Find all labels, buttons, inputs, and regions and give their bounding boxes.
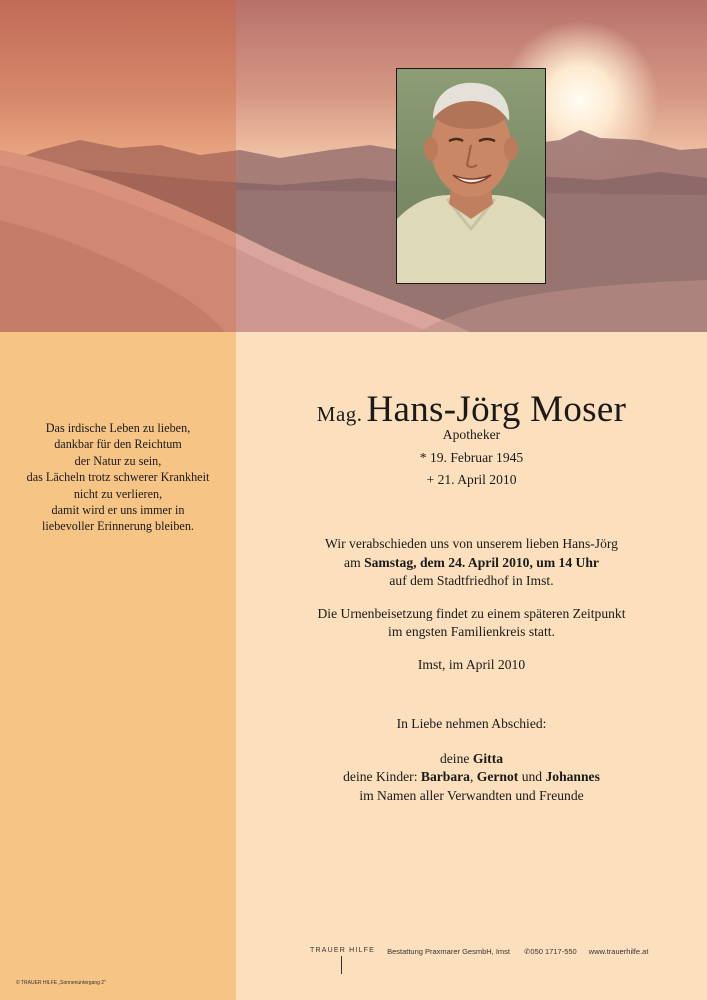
- farewell-line: Wir verabschieden uns von unserem lieben Hans-Jörg: [325, 536, 618, 551]
- children-prefix: deine Kinder:: [343, 769, 421, 784]
- child-name: Barbara: [420, 769, 470, 784]
- portrait-figure: [397, 69, 545, 283]
- deceased-name: Hans-Jörg Moser: [366, 389, 627, 430]
- website-link[interactable]: www.trauerhilfe.at: [588, 946, 649, 956]
- ceremony-prefix: am: [344, 554, 365, 570]
- quote-line: der Natur zu sein,: [74, 453, 162, 468]
- birth-date: * 19. Februar 1945: [419, 449, 524, 465]
- academic-title: Mag.: [316, 402, 363, 426]
- children-line: [236, 768, 707, 787]
- deceased-name-line: [236, 388, 707, 431]
- portrait-photo: [396, 68, 546, 284]
- quote-line: das Lächeln trotz schwerer Krankheit: [26, 470, 210, 485]
- farewell-text: [236, 535, 707, 674]
- mourners-section: [236, 715, 707, 805]
- quote-line: damit wird er uns immer in: [51, 503, 185, 518]
- child-name: Gernot: [476, 769, 519, 784]
- urn-burial-line: Die Urnenbeisetzung findet zu einem späteren Zeitpunkt: [317, 605, 626, 621]
- child-name: Johannes: [545, 769, 600, 784]
- ceremony-date-line: [236, 554, 707, 573]
- copyright-notice: © TRAUER HILFE „Sonnenuntergang 2": [16, 980, 106, 986]
- place-date: Imst, im April 2010: [417, 656, 526, 672]
- wife-line: [236, 750, 707, 769]
- wife-name: Gitta: [472, 750, 504, 766]
- header-landscape-photo: [0, 0, 707, 332]
- urn-burial-line-2: im engsten Familienkreis statt.: [388, 624, 555, 639]
- separator: und: [518, 769, 546, 784]
- quote-line: liebevoller Erinnerung bleiben.: [42, 519, 194, 534]
- wife-prefix: deine: [439, 750, 473, 766]
- separator: ,: [469, 769, 477, 784]
- company-name: Bestattung Praxmarer GesmbH, Imst: [387, 946, 511, 956]
- mourners-heading: In Liebe nehmen Abschied:: [396, 716, 547, 731]
- footer: [310, 946, 648, 966]
- relatives-line: im Namen aller Verwandten und Freunde: [359, 787, 584, 803]
- phone-number: ✆050 1717-550: [524, 946, 577, 956]
- cross-icon: [341, 956, 342, 974]
- brand-logo: [310, 947, 375, 954]
- quote-line: Das irdische Leben zu lieben,: [45, 421, 191, 435]
- ceremony-date: Samstag, dem 24. April 2010, um 14 Uhr: [364, 554, 599, 570]
- ceremony-location: auf dem Stadtfriedhof in Imst.: [389, 573, 554, 588]
- brand-name: TRAUER HILFE: [310, 947, 375, 955]
- left-column-tint: [0, 0, 236, 332]
- quote-line: dankbar für den Reichtum: [54, 437, 182, 452]
- death-date: + 21. April 2010: [426, 472, 517, 487]
- quote-line: nicht zu verlieren,: [73, 486, 163, 501]
- memorial-quote: [18, 420, 218, 535]
- profession: Apotheker: [442, 427, 501, 442]
- life-dates: [236, 426, 707, 490]
